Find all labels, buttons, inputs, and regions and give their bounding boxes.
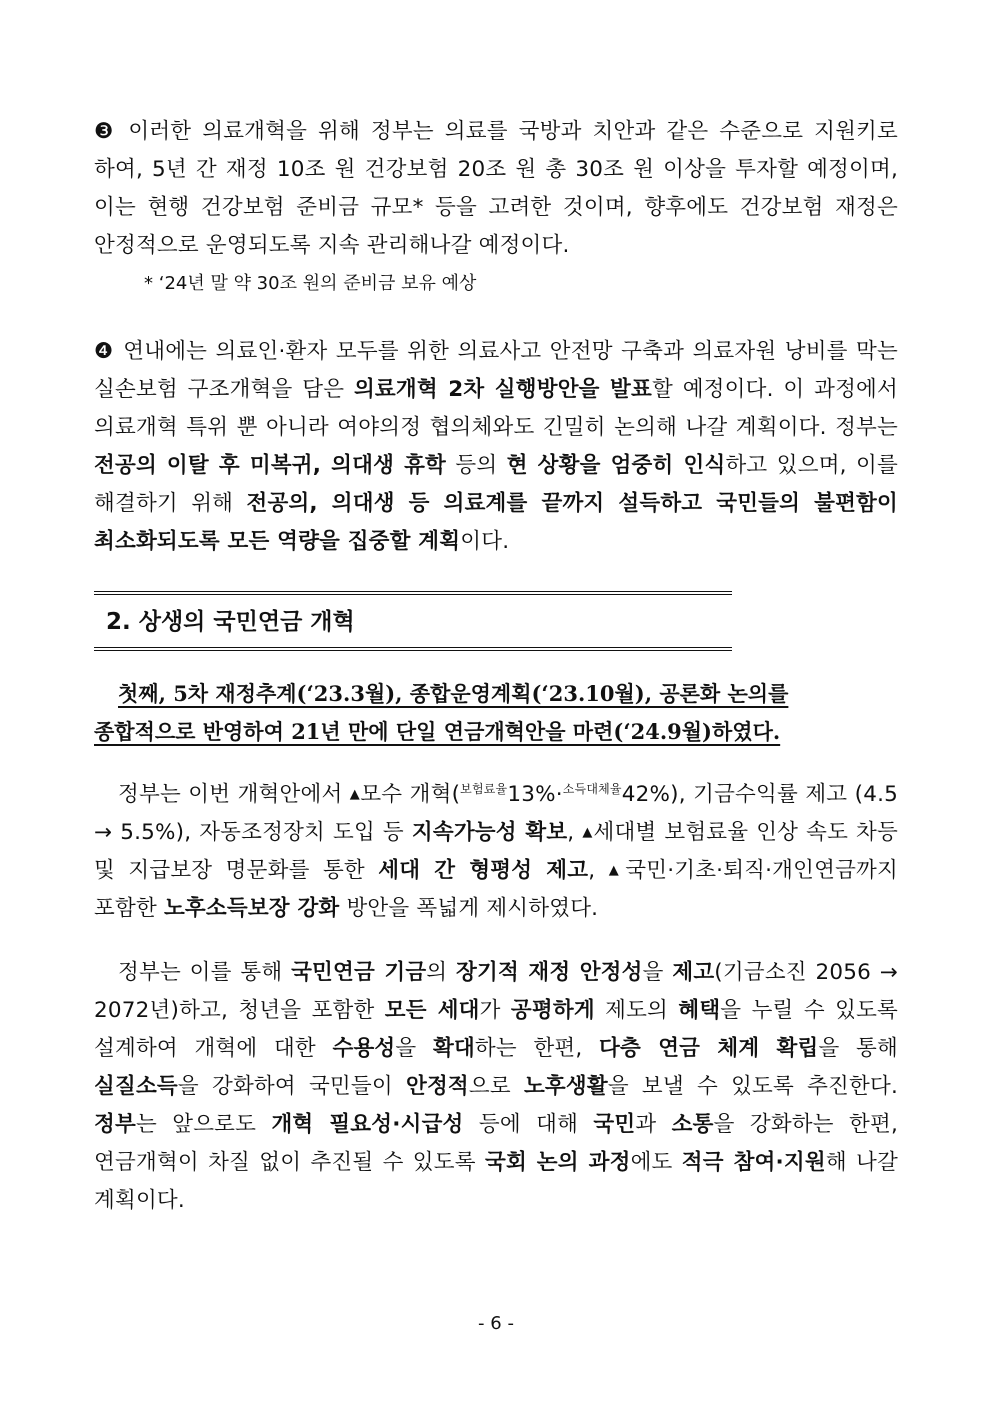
text-span: 등의	[446, 453, 507, 478]
text-span: 할 예정이다. 이 과정에서 의료개혁 특위 뿐 아니라 여야의정 협의체와도 긴밀히 논의해 나갈 계획이다. 정부는	[94, 377, 898, 440]
section-heading-box	[94, 591, 732, 651]
bold-text-span: 세대 간 형평성 제고	[378, 858, 589, 883]
intro-line-1: 첫째, 5차 재정추계(‘23.3월), 종합운영계획(‘23.10월), 공론화 논의를	[118, 681, 789, 706]
bold-text-span: 혜택	[678, 998, 721, 1023]
bold-text-span: 정부	[94, 1112, 136, 1137]
bold-text-span: 공평하게	[510, 998, 595, 1023]
text-span: 을 강화하여 국민들이	[177, 1074, 406, 1099]
bold-text-span: 확대	[432, 1036, 475, 1061]
circled-4-marker: ❹	[94, 339, 115, 364]
paragraph-3	[94, 113, 898, 265]
bold-text-span: 소통	[671, 1112, 714, 1137]
text-span: 을	[395, 1036, 433, 1061]
text-span: 정부는 이번 개혁안에서	[118, 782, 350, 807]
text-span: 방안을 폭넓게 제시하였다.	[339, 896, 599, 921]
text-span: 을 누릴 수 있도록 설계하여 개혁에 대한	[94, 998, 899, 1061]
triangle-bullet-icon: ▲	[582, 825, 594, 840]
section-heading: 2. 상생의 국민연금 개혁	[106, 609, 355, 635]
bold-text-span: 전공의 이탈 후 미복귀, 의대생 휴학	[94, 453, 447, 478]
text-span: 이다.	[460, 529, 510, 554]
bold-text-span: 수용성	[332, 1036, 396, 1061]
bold-text-span: 전공의, 의대생 등 의료계를 끝까지 설득하고 국민들의 불편함이 최소화되도록 모든 역량을 집중할 계획	[94, 491, 898, 554]
bold-text-span: 노후소득보장 강화	[163, 896, 340, 921]
text-span: 보험료율	[460, 782, 508, 796]
text-span: 과	[635, 1112, 672, 1137]
text-span: 으로	[468, 1074, 524, 1099]
text-span: 하고 있으며, 이를 해결하기 위해	[94, 453, 898, 516]
text-span: 이러한 의료개혁을 위해 정부는 의료를 국방과 치안과 같은 수준으로 지원키로 하여, 5년 간 재정 10조 원 건강보험 20조 원 총 30조 원 이상을 투자할 예정이며, 이는 현행 건강보험 준비금 규모* 등을 고려한 것이며, 향후에도 건강보험 재정은 안정적으로 운영되도록 지속 관리해나갈 예정이다.	[94, 119, 898, 258]
section-intro	[94, 675, 898, 751]
text-span: 해 나갈 계획이다.	[94, 1150, 898, 1213]
bold-text-span: 지속가능성 확보	[411, 820, 568, 845]
paragraph-5	[94, 770, 898, 928]
page-number: - 6 -	[478, 1313, 514, 1334]
bold-text-span: 의료개혁 2차 실행방안을 발표	[353, 377, 652, 402]
triangle-bullet-icon: ▲	[608, 863, 626, 878]
text-span: 정부는 이를 통해	[118, 960, 292, 985]
footnote: * ‘24년 말 약 30조 원의 준비금 보유 예상	[144, 273, 477, 294]
text-span: 에도	[630, 1150, 682, 1175]
paragraph-4	[94, 333, 898, 561]
bold-text-span: 모든 세대	[384, 998, 480, 1023]
bold-text-span: 안정적	[405, 1074, 469, 1099]
text-span: 모수 개혁(	[360, 782, 461, 807]
bold-text-span: 장기적 재정 안정성	[456, 960, 643, 985]
text-span: 을 강화하는 한편, 연금개혁이 차질 없이 추진될 수 있도록	[94, 1112, 899, 1175]
intro-line-2: 종합적으로 반영하여 21년 만에 단일 연금개혁안을 마련(‘24.9월)하였다.	[94, 719, 781, 744]
bold-text-span: 다층 연금 체계 확립	[599, 1036, 819, 1061]
text-span: 가	[479, 998, 511, 1023]
text-span: 하는 한편,	[474, 1036, 600, 1061]
text-span: 는 앞으로도	[135, 1112, 272, 1137]
paragraph-6	[94, 954, 898, 1220]
text-span: 13%·	[507, 782, 563, 807]
text-span: 을	[642, 960, 673, 985]
circled-3-marker: ❸	[94, 119, 118, 144]
bold-text-span: 개혁 필요성·시급성	[271, 1112, 464, 1137]
text-span: 등에 대해	[463, 1112, 594, 1137]
bold-text-span: 현 상황을 엄중히 인식	[506, 453, 726, 478]
text-span: 42%), 기금수익률 제고 (4.5 → 5.5%), 자동조정장치 도입 등	[94, 782, 899, 845]
bold-text-span: 노후생활	[523, 1074, 608, 1099]
text-span: 제도의	[594, 998, 679, 1023]
text-span: 의	[426, 960, 457, 985]
bold-text-span: 제고	[672, 960, 715, 985]
text-span: 국민·기초·퇴직·개인연금까지 포함한	[94, 858, 898, 921]
bold-text-span: 국민	[593, 1112, 636, 1137]
text-span: ,	[588, 858, 609, 883]
bold-text-span: 실질소득	[94, 1074, 178, 1099]
text-span: 소득대체율	[562, 782, 622, 796]
bold-text-span: 국회 논의 과정	[484, 1150, 631, 1175]
text-span: 을 통해	[818, 1036, 898, 1061]
text-span: (기금소진 2056 → 2072년)하고, 청년을 포함한	[94, 960, 899, 1023]
bold-text-span: 국민연금 기금	[291, 960, 427, 985]
bold-text-span: 적극 참여·지원	[681, 1150, 826, 1175]
text-span: ,	[567, 820, 583, 845]
triangle-bullet-icon: ▲	[349, 787, 361, 802]
text-span: 을 보낼 수 있도록 추진한다.	[607, 1074, 898, 1099]
text-span: 세대별 보험료율 인상 속도 차등 및 지급보장 명문화를 통한	[94, 820, 898, 883]
text-span: 연내에는 의료인·환자 모두를 위한 의료사고 안전망 구축과 의료자원 낭비를 막는 실손보험 구조개혁을 담은	[94, 339, 898, 402]
